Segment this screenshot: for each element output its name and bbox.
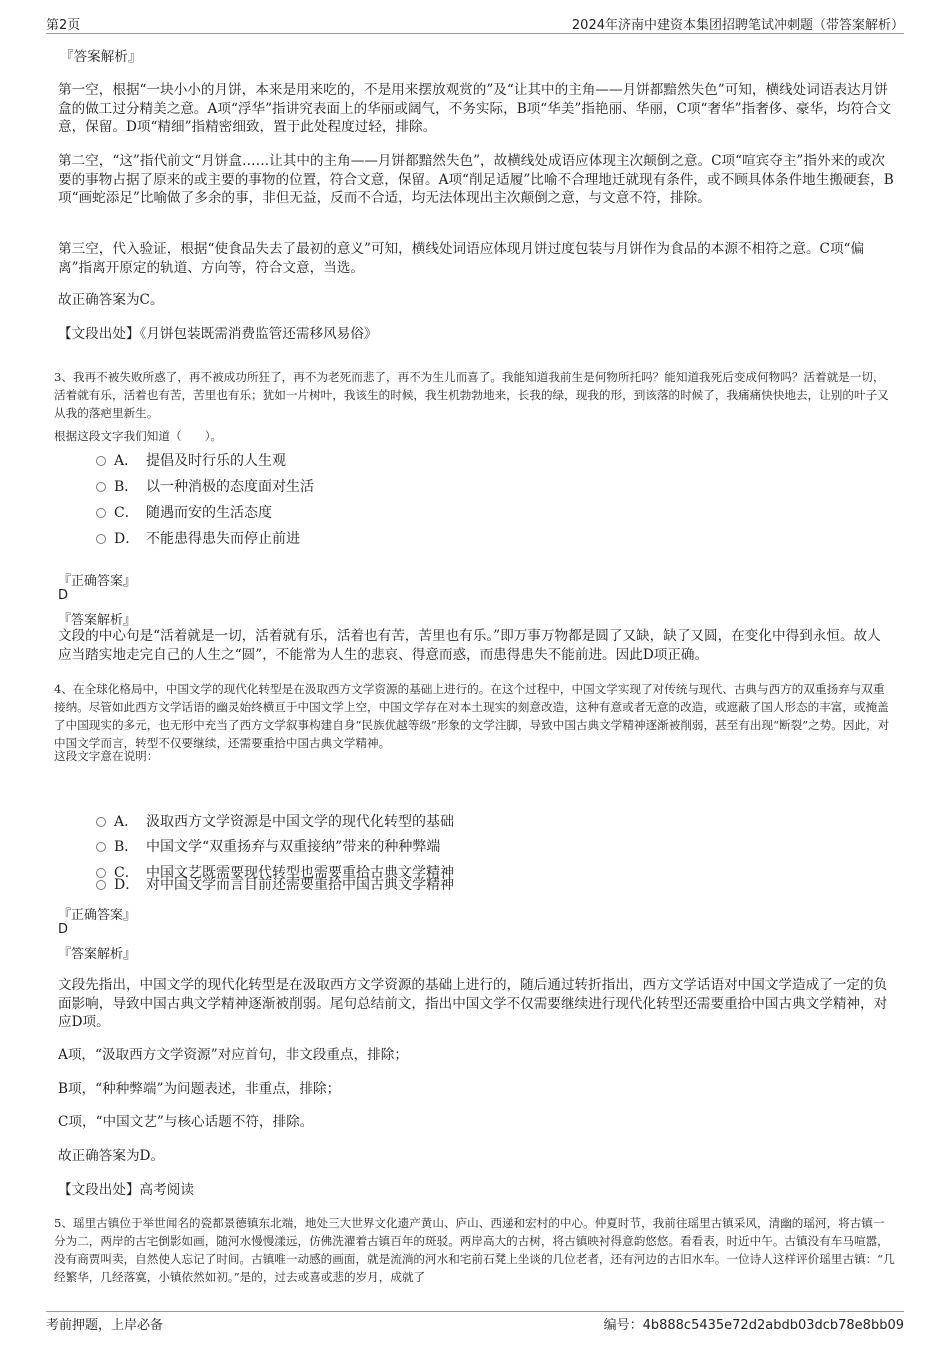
q3-stem: 3、我再不被失败所惑了，再不被成功所狂了，再不为老死而悲了，再不为生儿而喜了。我能知道我前生是何物所托吗？能知道我死后变成何物吗？活着就是一切，活着就有乐，活着也有苦，苦里也有乐；犹如一片树叶，我该生的时候，我生机勃勃地来，长我的绿，现我的形，到该落的时候了，我痛痛快快地去，让别的叶子又从我的落疤里新生。 (54, 370, 889, 420)
radio-icon[interactable] (96, 534, 106, 544)
page-number: 第2页 (46, 18, 81, 33)
q2-source: 【文段出处】《月饼包装既需消费监管还需移风易俗》 (58, 326, 378, 342)
radio-icon[interactable] (96, 508, 106, 518)
q2-analysis-para1: 第一空，根据“一块小小的月饼，本来是用来吃的，不是用来摆放观赏的”及“让其中的主角——月饼都黯然失色”可知，横线处词语表达月饼盒的做工过分精美之意。A项“浮华”指讲究表面上的华丽或阔气，不务实际，B项“华美”指艳丽、华丽，C项“奢华”指奢侈、豪华，均符合文意，保留。D项“精细”指精密细致，置于此处程度过轻，排除。 (58, 82, 892, 135)
q3-option-d[interactable]: D． 不能患得患失而停止前进 (96, 528, 300, 548)
q4-option-d[interactable]: D． 对中国文学而言目前还需要重拾中国古典文学精神 (96, 874, 454, 894)
q4-analysis: 文段先指出，中国文学的现代化转型是在汲取西方文学资源的基础上进行的，随后通过转折指出，西方文学话语对中国文学造成了一定的负面影响，导致中国古典文学精神逐渐被削弱。尾句总结前文，指出中国文学不仅需要继续进行现代化转型还需要重拾中国古典文学精神，对应D项。 (58, 977, 888, 1030)
q4-note-b: B项，“种种弊端”为问题表述，非重点，排除； (58, 1081, 341, 1097)
q2-analysis-para2: 第二空，“这”指代前文“月饼盒……让其中的主角——月饼都黯然失色”，故横线处成语应体现主次颠倒之意。C项“喧宾夺主”指外来的或次要的事物占据了原来的或主要的事物的位置，符合文意，保留。A项“削足适履”比喻不合理地迁就现有条件，或不顾具体条件地生搬硬套，B项“画蛇添足”比喻做了多余的事，非但无益，反而不合适，均无法体现出主次颠倒之意，与文意不符，排除。 (58, 153, 894, 206)
radio-icon[interactable] (96, 817, 106, 827)
q4-option-a[interactable]: A． 汲取西方文学资源是中国文学的现代化转型的基础 (96, 811, 454, 831)
footer-serial: 编号：4b888c5435e72d2abdb03dcb78e8bb09 (603, 1318, 904, 1333)
document-title: 2024年济南中建资本集团招聘笔试冲刺题（带答案解析） (571, 18, 904, 33)
q4-note-a: A项，“汲取西方文学资源”对应首句，非文段重点，排除； (58, 1047, 408, 1063)
q4-question: 这段文字意在说明： (54, 749, 159, 763)
q4-answer-label: 『正确答案』 (58, 908, 137, 923)
q2-analysis-label: 『答案解析』 (60, 49, 142, 65)
q3-option-b[interactable]: B． 以一种消极的态度面对生活 (96, 476, 314, 496)
q3-analysis-label: 『答案解析』 (58, 613, 137, 628)
q3-answer-label: 『正确答案』 (58, 574, 137, 589)
q3-option-c[interactable]: C． 随遇而安的生活态度 (96, 502, 272, 522)
q4-answer: D (58, 922, 69, 937)
q4-note-c: C项，“中国文艺”与核心话题不符，排除。 (58, 1114, 314, 1130)
radio-icon[interactable] (96, 482, 106, 492)
q3-question: 根据这段文字我们知道（ ）。 (54, 429, 223, 443)
radio-icon[interactable] (96, 880, 106, 890)
q3-analysis: 文段的中心句是“活着就是一切，活着就有乐，活着也有苦，苦里也有乐。”即万事万物都是圆了又缺，缺了又圆，在变化中得到永恒。故人应当踏实地走完自己的人生之“圆”，不能常为人生的悲哀、得意而惑，而患得患失不能前进。因此D项正确。 (58, 628, 881, 663)
footer-rule (46, 1311, 904, 1312)
q4-option-c[interactable]: C． 中国文艺既需要现代转型也需要重拾古典文学精神 (96, 862, 454, 882)
q4-stem: 4、在全球化格局中，中国文学的现代化转型是在汲取西方文学资源的基础上进行的。在这个过程中，中国文学实现了对传统与现代、古典与西方的双重扬弃与双重接纳。尽管如此西方文学话语的幽灵始终横亘于中国文学上空，中国文学存在对本土现实的刻意改造，这种有意或者无意的改造，或遮蔽了国人形态的丰富，或掩盖了中国现实的多元，也无形中充当了西方文学叙事构建自身“民族优越等级”形象的文学注脚，导致中国古典文学精神逐渐被削弱，甚至有出现“断裂”之势。因此，对中国文学而言，转型不仅要继续，还需要重拾中国古典文学精神。 (54, 682, 890, 750)
header-rule (46, 33, 904, 34)
q2-analysis-para3: 第三空，代入验证，根据“使食品失去了最初的意义”可知，横线处词语应体现月饼过度包装与月饼作为食品的本源不相符之意。C项“偏离”指离开原定的轨道、方向等，符合文意，当选。 (58, 241, 865, 276)
q3-option-a[interactable]: A． 提倡及时行乐的人生观 (96, 450, 286, 470)
radio-icon[interactable] (96, 842, 106, 852)
q4-option-b[interactable]: B． 中国文学“双重扬弃与双重接纳”带来的种种弊端 (96, 836, 440, 856)
q4-conclusion: 故正确答案为D。 (58, 1148, 165, 1164)
q4-analysis-label: 『答案解析』 (58, 947, 137, 962)
footer-slogan: 考前押题，上岸必备 (46, 1318, 164, 1333)
q3-answer: D (58, 588, 69, 603)
q5-stem: 5、瑶里古镇位于举世闻名的瓷都景德镇东北端，地处三大世界文化遗产黄山、庐山、西递和宏村的中心。仲夏时节，我前往瑶里古镇采风，清幽的瑶河，将古镇一分为二，两岸的古宅倒影如画，随河水慢慢漾远，仿佛洗濯着古镇百年的斑驳。两岸高大的古树，将古镇映衬得意韵悠悠。看看表，时近中午。古镇没有车马喧嚣，没有商贾叫卖，自然使人忘记了时间。古镇唯一动感的画面，就是流淌的河水和宅前石凳上坐谈的几位老者，还有河边的古旧水车。一位诗人这样评价瑶里古镇：“几经繁华，几经落寞，小镇依然如初。”是的，过去或喜或悲的岁月，成就了 (54, 1216, 895, 1284)
q2-conclusion: 故正确答案为C。 (58, 292, 164, 308)
q4-source: 【文段出处】高考阅读 (58, 1182, 194, 1198)
radio-icon[interactable] (96, 456, 106, 466)
